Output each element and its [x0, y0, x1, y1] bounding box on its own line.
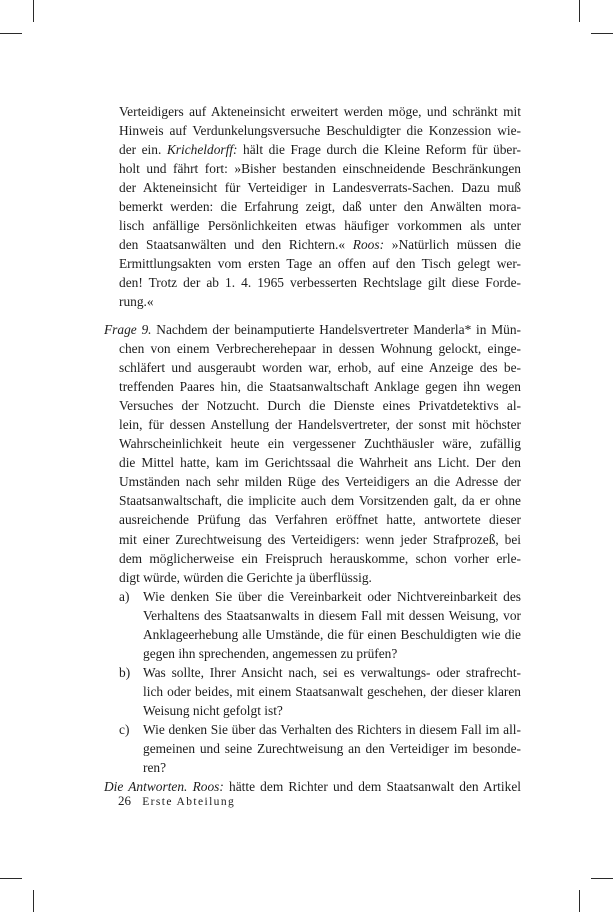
- text-line: Weisung nicht gefolgt ist?: [143, 702, 283, 718]
- page-number: 26: [118, 793, 131, 808]
- sub-question-c: c) Wie denken Sie über das Verhalten des Richters in diesem Fall im all-: [119, 721, 521, 737]
- crop-mark: [0, 33, 22, 34]
- speaker-name: Kricheldorff:: [166, 142, 238, 158]
- text-line: schläfert und ausgeraubt worden war, erhob, auf eine Anzeige des be-: [119, 360, 521, 376]
- text-line: rung.«: [119, 294, 154, 310]
- text-line: den Staatsanwälten und den Richtern.« Roos: »Natürlich müssen die: [119, 237, 521, 253]
- text-line: Staatsanwaltschaft, die implicite auch dem Vorsitzenden galt, da er ohne: [119, 493, 521, 509]
- text-line: Ermittlungsakten vom ersten Tage an offen auf den Tisch gelegt wer-: [119, 256, 521, 272]
- text-line: gegen ihn sprechenden, angemessen zu prüfen?: [143, 645, 398, 661]
- page-footer: [118, 793, 235, 809]
- speaker-name: Roos:: [352, 237, 385, 253]
- section-title: Erste Abteilung: [142, 796, 236, 808]
- text-line: die Mittel hatte, kam im Gerichtssaal die Wahrheit ans Licht. Der den: [119, 455, 521, 471]
- text-line: Hinweis auf Verdunkelungsversuche Beschuldigter die Konzession wie-: [119, 123, 521, 139]
- continuation-paragraph: [104, 102, 521, 312]
- sub-question-a: a) Wie denken Sie über die Vereinbarkeit oder Nichtvereinbarkeit des: [119, 588, 521, 604]
- crop-mark: [591, 33, 613, 34]
- text-line: Frage 9. Nachdem der beinamputierte Handelsvertreter Manderla* in Mün-: [104, 322, 521, 337]
- text-line: Verhaltens des Staatsanwalts in diesem Fall mit dessen Weisung, vor: [143, 607, 521, 623]
- text-line: chen von einem Verbrecherehepaar in dessen Wohnung gelockt, einge-: [119, 341, 521, 357]
- text-line: holt und fährt fort: »Bisher bestanden einschneidende Beschränkungen: [119, 161, 521, 177]
- question-9: [104, 320, 521, 796]
- text-line: lich oder beides, mit einem Staatsanwalt geschehen, der dieser klaren: [143, 683, 521, 699]
- sub-question-b: b) Was sollte, Ihrer Ansicht nach, sei es verwaltungs- oder strafrecht-: [119, 664, 521, 680]
- text-line: der ein. Kricheldorff: hält die Frage durch die Kleine Reform für über-: [119, 142, 521, 158]
- text-line: gemeinen und seine Zurechtweisung an den Verteidiger im besonde-: [143, 741, 521, 757]
- crop-mark: [579, 890, 580, 912]
- text-line: Wahrscheinlichkeit heute ein vergessener Zuchthäusler wäre, zufällig: [119, 436, 521, 452]
- crop-mark: [33, 890, 34, 912]
- answers-label: Die Antworten.: [104, 779, 188, 795]
- text-line: lein, für dessen Anstellung der Handelsvertreter, der sonst mit höchster: [119, 417, 521, 433]
- text-line: dem möglicherweise ein Freispruch herauskomme, schon vorher erle-: [119, 550, 521, 566]
- text-line: ausreichende Prüfung das Verfahren eröffnet hatte, antwortete dieser: [119, 512, 521, 528]
- text-line: Verteidigers auf Akteneinsicht erweitert werden möge, und schränkt mit: [119, 104, 521, 119]
- text-line: ren?: [143, 760, 167, 776]
- text-line: bemerkt werden: die Erfahrung zeigt, daß unter den Anwälten mora-: [119, 199, 521, 215]
- text-line: Versuches der Notzucht. Durch die Dienste eines Privatdetektivs al-: [119, 398, 521, 414]
- text-line: digt würde, würden die Gerichte ja überflüssig.: [119, 569, 372, 585]
- text-line: den! Trotz der ab 1. 4. 1965 verbesserten Rechtslage gilt diese Forde-: [119, 275, 521, 291]
- text-line: lisch anfällige Persönlichkeiten etwas häufiger vorkommen als unter: [119, 218, 521, 234]
- text-line: Anklageerhebung alle Umstände, die für einen Beschuldigten wie die: [143, 626, 521, 642]
- text-line: Umständen nach sehr milden Rüge des Verteidigers an die Adresse der: [119, 474, 521, 490]
- text-line: der Akteneinsicht für Verteidiger in Landesverrats-Sachen. Dazu muß: [119, 180, 521, 196]
- crop-mark: [0, 878, 22, 879]
- crop-mark: [591, 878, 613, 879]
- question-label: Frage 9.: [104, 322, 152, 337]
- crop-mark: [33, 0, 34, 22]
- crop-mark: [579, 0, 580, 22]
- text-line: treffenden Paares hin, die Staatsanwaltschaft Anklage gegen ihn wegen: [119, 379, 521, 395]
- speaker-name: Roos:: [192, 779, 224, 795]
- answers-line: Die Antworten. Roos: hätte dem Richter und dem Staatsanwalt den Artikel: [104, 779, 521, 795]
- text-line: mit einer Zurechtweisung des Verteidigers: wenn jeder Strafprozeß, bei: [119, 531, 521, 547]
